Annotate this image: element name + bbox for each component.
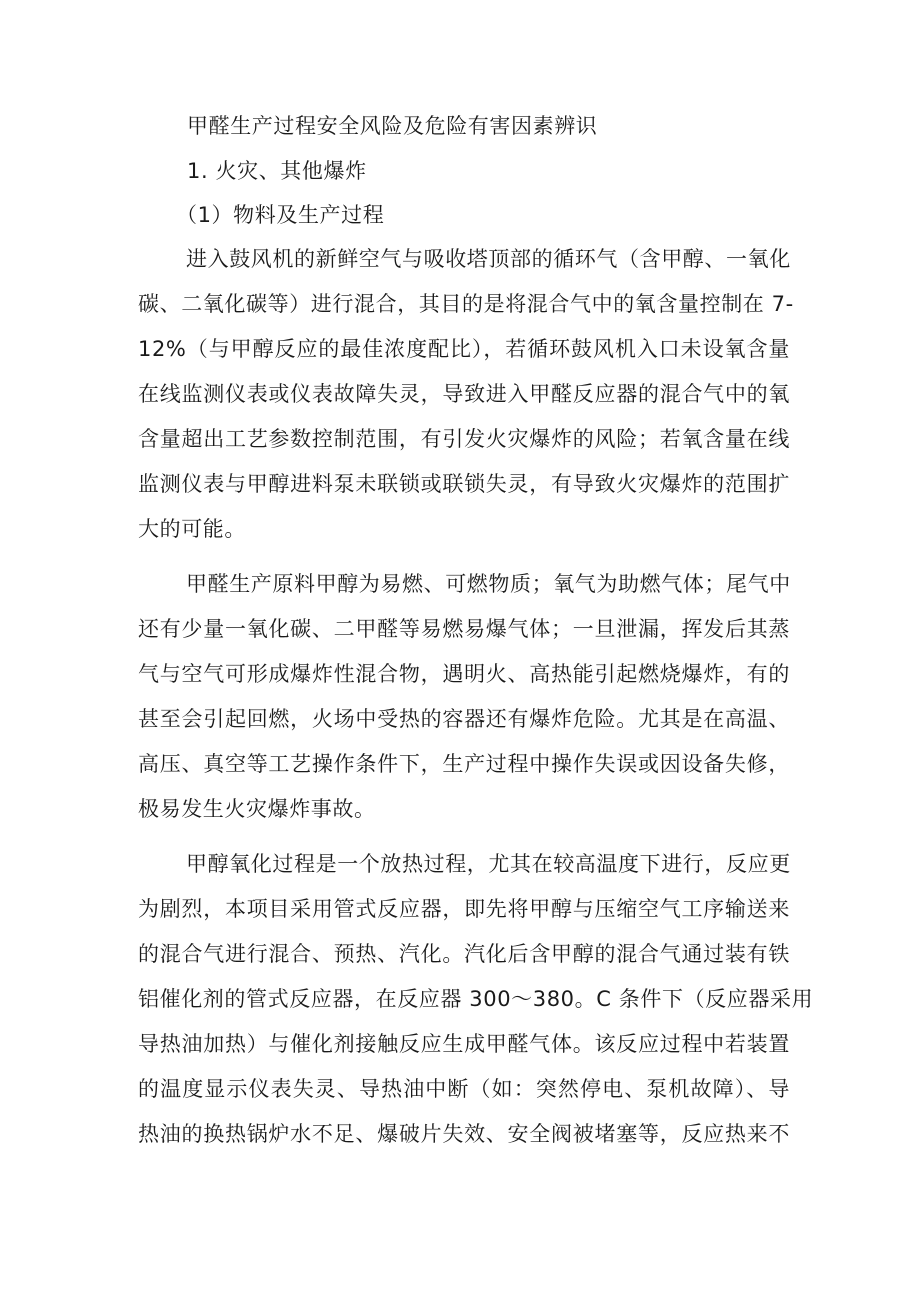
- paragraph-1-line: 进入鼓风机的新鲜空气与吸收塔顶部的循环气（含甲醇、一氧化: [186, 247, 791, 271]
- document-title: 甲醛生产过程安全风险及危险有害因素辨识: [187, 114, 598, 138]
- paragraph-2-line: 甲醛生产原料甲醇为易燃、可燃物质；氧气为助燃气体；尾气中: [186, 572, 791, 596]
- paragraph-2-line: 高压、真空等工艺操作条件下，生产过程中操作失误或因设备失修，: [138, 752, 790, 776]
- paragraph-3-line: 铝催化剂的管式反应器，在反应器 300〜380。C 条件下（反应器采用: [138, 987, 814, 1011]
- paragraph-2-line: 气与空气可形成爆炸性混合物，遇明火、高热能引起燃烧爆炸，有的: [138, 662, 790, 686]
- section-heading: 1. 火灾、其他爆炸: [187, 159, 367, 183]
- paragraph-2-line: 甚至会引起回燃，火场中受热的容器还有爆炸危险。尤其是在高温、: [138, 707, 790, 731]
- paragraph-2-line: 极易发生火灾爆炸事故。: [138, 797, 376, 821]
- paragraph-1-line: 含量超出工艺参数控制范围，有引发火灾爆炸的风险；若氧含量在线: [138, 427, 790, 451]
- paragraph-1-line: 监测仪表与甲醇进料泵未联锁或联锁失灵，有导致火灾爆炸的范围扩: [138, 472, 790, 496]
- paragraph-1-line: 在线监测仪表或仪表故障失灵，导致进入甲醛反应器的混合气中的氧: [138, 382, 790, 406]
- paragraph-3-line: 为剧烈，本项目采用管式反应器，即先将甲醇与压缩空气工序输送来: [138, 897, 790, 921]
- paragraph-1-line: 大的可能。: [138, 517, 246, 541]
- paragraph-3-line: 甲醇氧化过程是一个放热过程，尤其在较高温度下进行，反应更: [186, 852, 791, 876]
- subsection-heading: （1）物料及生产过程: [176, 203, 385, 227]
- paragraph-1-line: 碳、二氧化碳等）进行混合，其目的是将混合气中的氧含量控制在 7-: [138, 292, 794, 316]
- paragraph-3-line: 的温度显示仪表失灵、导热油中断（如：突然停电、泵机故障）、导: [138, 1077, 790, 1101]
- paragraph-3-line: 导热油加热）与催化剂接触反应生成甲醛气体。该反应过程中若装置: [138, 1032, 790, 1056]
- paragraph-2-line: 还有少量一氧化碳、二甲醛等易燃易爆气体；一旦泄漏，挥发后其蒸: [138, 617, 790, 641]
- paragraph-3-line: 的混合气进行混合、预热、汽化。汽化后含甲醇的混合气通过装有铁: [138, 942, 790, 966]
- paragraph-1-line: 12%（与甲醇反应的最佳浓度配比），若循环鼓风机入口未设氧含量: [138, 337, 790, 361]
- paragraph-3-line: 热油的换热锅炉水不足、爆破片失效、安全阀被堵塞等，反应热来不: [138, 1122, 790, 1146]
